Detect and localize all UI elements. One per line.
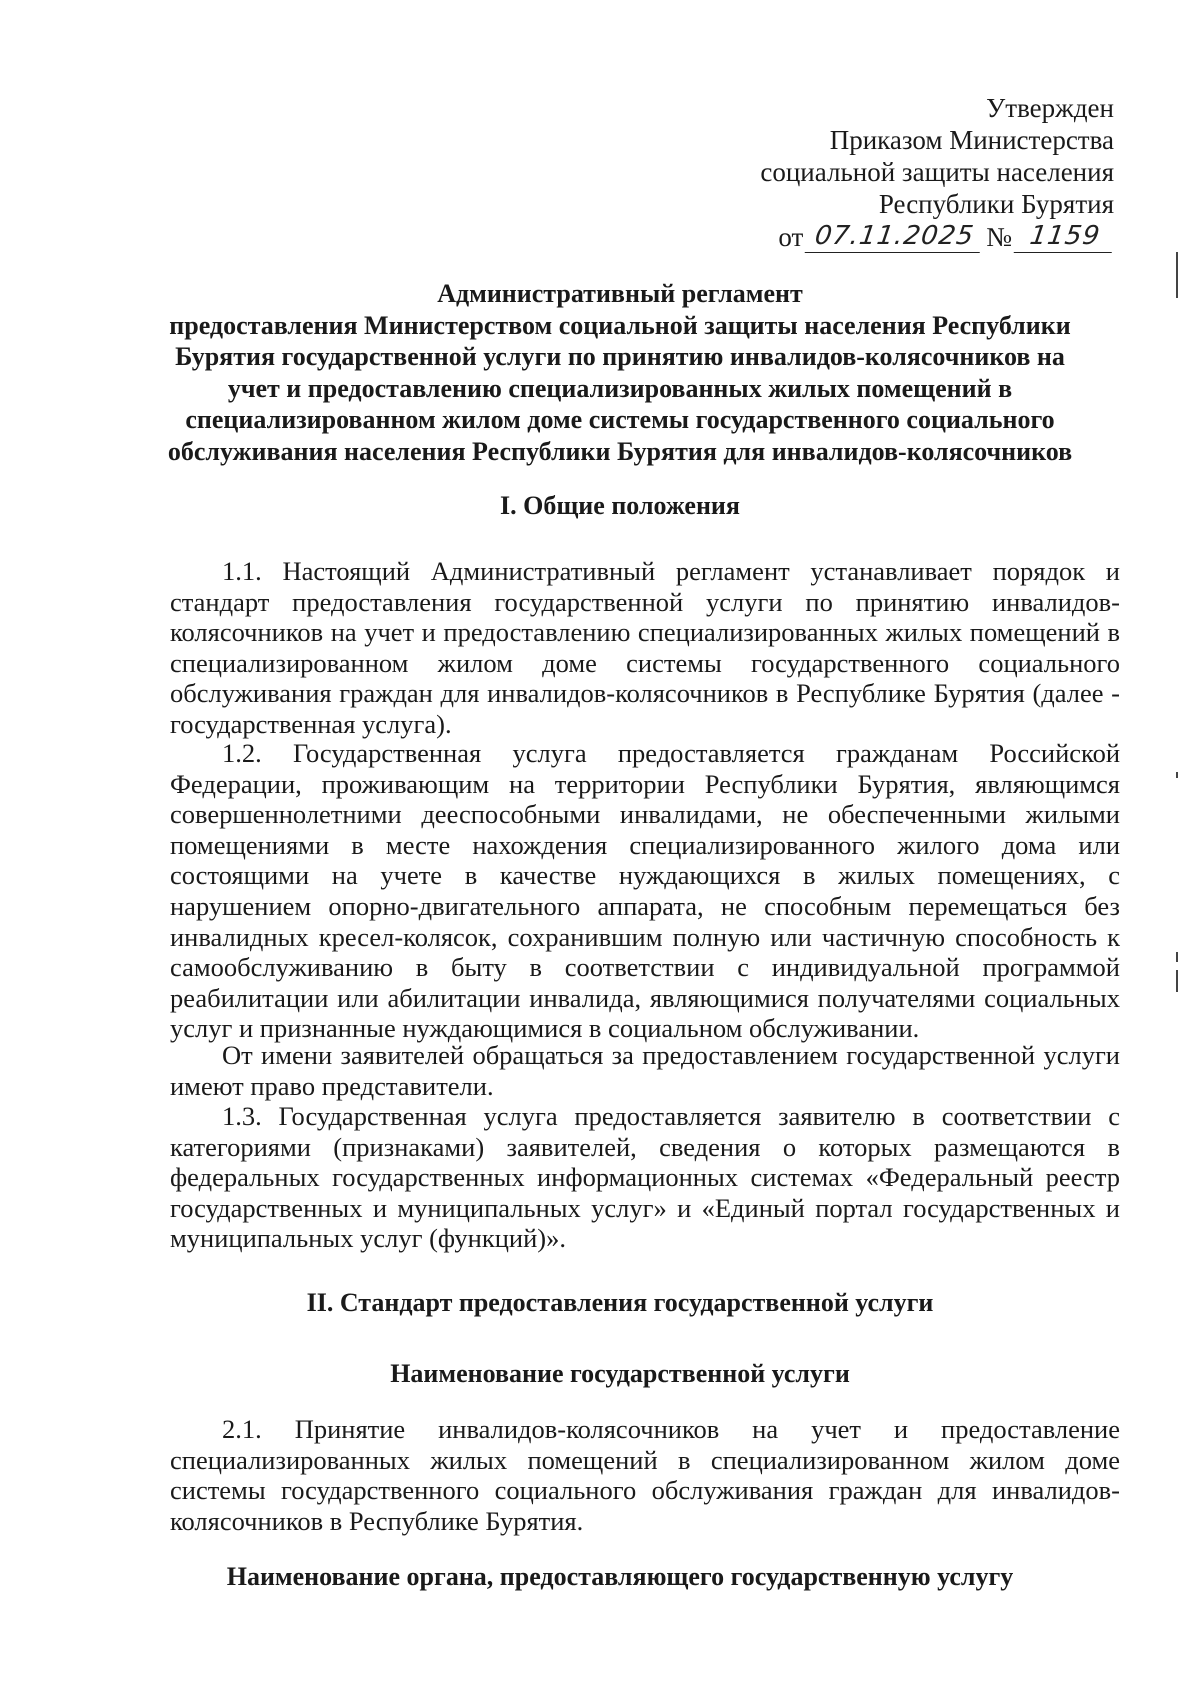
approval-line-ministry: социальной защиты населения [760, 157, 1114, 187]
paragraph-text: От имени заявителей обращаться за предоставлением государственной услуги имеют право представители. [170, 1040, 1120, 1101]
document-title [150, 278, 1090, 467]
section-heading-general: I. Общие положения [500, 491, 740, 520]
approval-from-label: от [778, 222, 804, 252]
scan-mark [1176, 252, 1178, 298]
title-line: Административный регламент [437, 279, 803, 308]
paragraph-text: 1.2. Государственная услуга предоставляется гражданам Российской Федерации, проживающим на территории Республики Бурятия, являющимся совершеннолетними дееспособными инвалидами, не обеспеченными жилыми помещениями в месте нахождения специализированного жилого дома или состоящими на учете в качестве нуждающихся в жилых помещениях, с нарушением опорно-двигательного аппарата, не способным перемещаться без инвалидных кресел-колясок, сохранившим полную или частичную способность к самообслуживанию в быту в соответствии с индивидуальной программой реабилитации или абилитации инвалида, являющимися получателями социальных услуг и признанные нуждающимися в социальном обслуживании. [170, 738, 1120, 1044]
title-line: учет и предоставлению специализированных жилых помещений в [227, 373, 1013, 403]
approval-line-republic: Республики Бурятия [878, 189, 1114, 219]
approval-line-order: Приказом Министерства [829, 125, 1114, 155]
title-line: предоставления Министерством социальной защиты населения Республики [169, 310, 1071, 340]
title-line: специализированном жилом доме системы государственного социального [185, 405, 1055, 434]
approval-date-number-line [760, 220, 1114, 253]
title-line: Бурятия государственной услуги по принятию инвалидов-колясочников на [175, 342, 1065, 371]
paragraph-1-2-representatives [170, 1040, 1120, 1101]
scan-mark [1176, 952, 1178, 962]
paragraph-1-1 [170, 556, 1120, 740]
paragraph-text: 1.3. Государственная услуга предоставляется заявителю в соответствии с категориями (признаками) заявителей, сведения о которых размещаются в федеральных государственных информационных системах «Федеральный реестр государственных и муниципальных услуг» и «Единый портал государственных и муниципальных услуг (функций)». [170, 1101, 1120, 1254]
approval-line-approved: Утвержден [986, 93, 1114, 123]
title-line: обслуживания населения Республики Бурятия для инвалидов-колясочников [167, 436, 1073, 466]
subheading-authority-name: Наименование органа, предоставляющего государственную услугу [226, 1562, 1014, 1591]
paragraph-1-3 [170, 1101, 1120, 1254]
subheading-service-name: Наименование государственной услуги [390, 1359, 850, 1388]
scan-mark [1176, 970, 1178, 992]
approval-block [760, 92, 1114, 253]
paragraph-2-1 [170, 1414, 1120, 1536]
paragraph-text: 1.1. Настоящий Административный регламент устанавливает порядок и стандарт предоставления государственной услуги по принятию инвалидов-колясочников на учет и предоставлению специализированных жилых помещений в специализированном жилом доме системы государственного социального обслуживания граждан для инвалидов-колясочников в Республике Бурятия (далее - государственная услуга). [170, 556, 1120, 739]
paragraph-1-2 [170, 738, 1120, 1044]
scan-mark [1176, 772, 1178, 778]
handwritten-number: 1159 [1014, 220, 1117, 253]
handwritten-date: 07.11.2025 [805, 220, 985, 253]
approval-number-label: № [986, 222, 1012, 252]
section-heading-standard: II. Стандарт предоставления государственной услуги [306, 1288, 934, 1317]
paragraph-text: 2.1. Принятие инвалидов-колясочников на учет и предоставление специализированных жилых помещений в специализированном жилом доме системы государственного социального обслуживания граждан для инвалидов-колясочников в Республике Бурятия. [170, 1414, 1120, 1536]
